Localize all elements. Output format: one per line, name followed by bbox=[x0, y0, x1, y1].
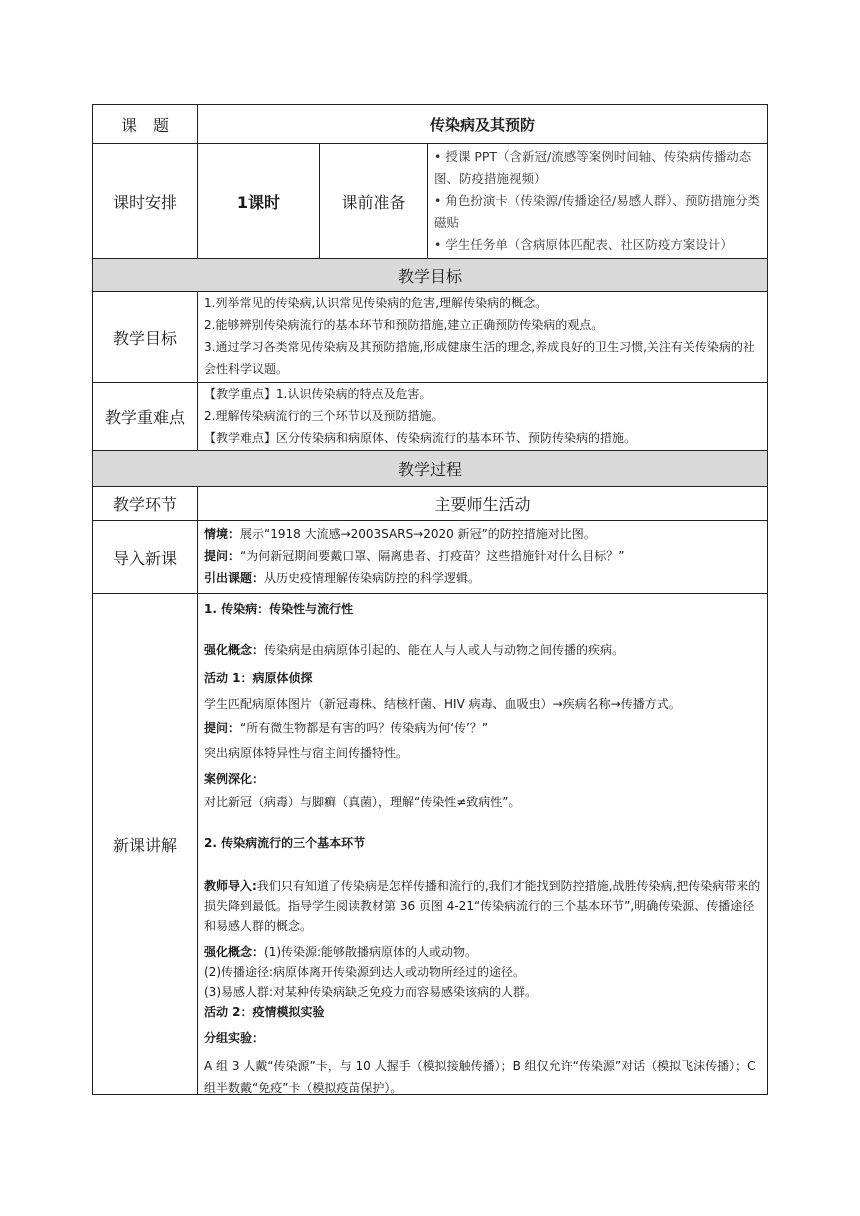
concept-text: 传染病是由病原体引起的、能在人与人或人与动物之间传播的疾病。 bbox=[264, 643, 625, 657]
intro-line bbox=[204, 523, 761, 545]
intro-context-text: 展示“1918 大流感→2003SARS→2020 新冠”的防控措施对比图。 bbox=[240, 527, 596, 541]
lesson-label: 新课讲解 bbox=[112, 835, 177, 855]
prep-list bbox=[427, 144, 767, 258]
concept-line bbox=[204, 641, 624, 658]
goal-item: 3.通过学习各类常见传染病及其预防措施,形成健康生活的理念,养成良好的卫生习惯,关注有关传染病的社会性科学议题。 bbox=[204, 340, 755, 376]
intro-label: 导入新课 bbox=[112, 548, 177, 568]
prep-item: • 授课 PPT（含新冠/流感等案例时间轴、传染病传播动态图、防疫措施视频） bbox=[434, 149, 752, 186]
goal-item: 2.能够辨别传染病流行的基本环节和预防措施,建立正确预防传染病的观点。 bbox=[204, 318, 604, 332]
intro-question-head: 提问： bbox=[204, 549, 241, 563]
prep-label: 课前准备 bbox=[319, 144, 427, 258]
lesson-row bbox=[92, 593, 768, 1095]
activity-2-title: 活动 2：疫情模拟实验 bbox=[204, 1005, 325, 1019]
topic-row bbox=[92, 104, 768, 143]
goal-item: 1.列举常见的传染病,认识常见传染病的危害,理解传染病的概念。 bbox=[204, 296, 548, 310]
keypoint-line: 【教学难点】区分传染病和病原体、传染病流行的基本环节、预防传染病的措施。 bbox=[204, 431, 637, 445]
goals-section-title: 教学目标 bbox=[397, 266, 462, 286]
goals-label: 教学目标 bbox=[112, 328, 177, 348]
concept-2-line bbox=[204, 943, 477, 960]
topic-title: 传染病及其预防 bbox=[197, 105, 767, 143]
keypoints-label: 教学重难点 bbox=[104, 408, 185, 427]
intro-topic-text: 从历史疫情理解传染病防控的科学逻辑。 bbox=[264, 571, 481, 585]
activity-1-title: 活动 1：病原体侦探 bbox=[204, 671, 313, 685]
lesson-content bbox=[197, 594, 767, 1094]
intro-line bbox=[204, 545, 761, 567]
concept-2-line-3: (3)易感人群:对某种传染病缺乏免疫力而容易感染该病的人群。 bbox=[204, 985, 538, 999]
column-stage: 教学环节 bbox=[112, 495, 177, 514]
group-experiment-text: A 组 3 人戴“传染源”卡，与 10 人握手（模拟接触传播）；B 组仅允许“传染源”对话（模拟飞沫传播）；C 组半数戴“免疫”卡（模拟疫苗保护）。 bbox=[204, 1059, 756, 1095]
topic-label: 课 题 bbox=[120, 115, 169, 135]
keypoint-line: 【教学重点】1.认识传染病的特点及危害。 bbox=[204, 387, 432, 401]
goals-row bbox=[92, 291, 768, 382]
concept-2-line-2: (2)传播途径:病原体离开传染源到达人或动物所经过的途径。 bbox=[204, 965, 526, 979]
schedule-row bbox=[92, 143, 768, 258]
column-activities: 主要师生活动 bbox=[197, 487, 767, 520]
concept-2-head: 强化概念： bbox=[204, 945, 265, 959]
intro-row bbox=[92, 520, 768, 593]
question-head: 提问： bbox=[204, 721, 241, 735]
goals-section-header bbox=[92, 258, 768, 291]
process-section-header bbox=[92, 450, 768, 486]
intro-context-head: 情境： bbox=[204, 527, 241, 541]
intro-topic-head: 引出课题： bbox=[204, 571, 265, 585]
schedule-label: 课时安排 bbox=[112, 192, 177, 212]
intro-question-text: “为何新冠期间要戴口罩、隔离患者、打疫苗？这些措施针对什么目标？” bbox=[240, 549, 625, 563]
case-text: 对比新冠（病毒）与脚癣（真菌），理解“传染性≠致病性”。 bbox=[204, 795, 521, 809]
teacher-intro-text: 我们只有知道了传染病是怎样传播和流行的,我们才能找到防控措施,战胜传染病,把传染病带来的损失降到最低。指导学生阅读教材第 36 页图 4-21“传染病流行的三个基本环节”,明确传染源、传播途径和易感人群的概念。 bbox=[204, 879, 761, 933]
keypoints-row bbox=[92, 382, 768, 450]
question-text: “所有微生物都是有害的吗？传染病为何‘传’？” bbox=[240, 721, 489, 735]
case-title: 案例深化： bbox=[204, 772, 265, 786]
section-2-title: 2. 传染病流行的三个基本环节 bbox=[204, 836, 366, 850]
question-line bbox=[204, 719, 488, 736]
intro-line bbox=[204, 567, 761, 589]
concept-2-text: (1)传染源:能够散播病原体的人或动物。 bbox=[264, 945, 478, 959]
activity-1-text: 学生匹配病原体图片（新冠毒株、结核杆菌、HIV 病毒、血吸虫）→疾病名称→传播方式。 bbox=[204, 697, 681, 711]
section-1-title: 1. 传染病：传染性与流行性 bbox=[204, 602, 354, 616]
prep-item: • 角色扮演卡（传染源/传播途径/易感人群）、预防措施分类磁贴 bbox=[434, 193, 761, 230]
process-columns-row bbox=[92, 486, 768, 520]
process-section-title: 教学过程 bbox=[397, 460, 462, 479]
intro-content bbox=[197, 521, 767, 593]
teacher-intro bbox=[204, 876, 761, 936]
class-hours: 1课时 bbox=[197, 144, 319, 258]
goals-list bbox=[197, 292, 767, 382]
keypoints-text bbox=[197, 383, 767, 450]
question-note: 突出病原体特异性与宿主间传播特性。 bbox=[204, 746, 409, 760]
group-experiment-title: 分组实验： bbox=[204, 1031, 265, 1045]
concept-head: 强化概念： bbox=[204, 643, 265, 657]
keypoint-line: 2.理解传染病流行的三个环节以及预防措施。 bbox=[204, 409, 444, 423]
prep-item: • 学生任务单（含病原体匹配表、社区防疫方案设计） bbox=[434, 237, 733, 252]
teacher-intro-head: 教师导入: bbox=[204, 879, 257, 893]
